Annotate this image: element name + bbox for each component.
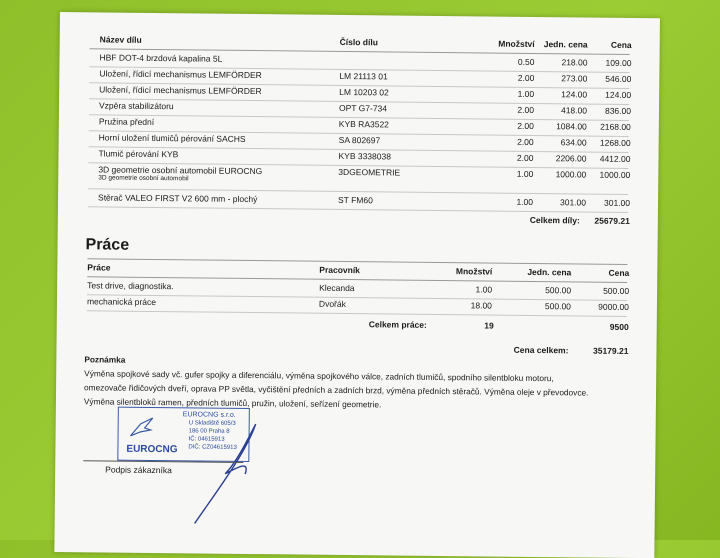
parts-cell-unit: 218.00	[561, 57, 588, 68]
parts-cell-name: HBF DOT-4 brzdová kapalina 5L	[99, 52, 223, 64]
parts-total-value: 25679.21	[594, 215, 630, 226]
parts-cell-unit: 1084.00	[556, 121, 587, 132]
parts-cell-qty: 1.00	[517, 88, 535, 99]
parts-cell-price: 836.00	[604, 105, 632, 116]
labor-cell-name: Test drive, diagnostika.	[87, 280, 174, 292]
stamp-company: EUROCNG s.r.o.	[182, 411, 236, 419]
parts-cell-price: 1000.00	[599, 169, 631, 180]
parts-cell-qty: 2.00	[517, 104, 535, 115]
labor-header-qty: Množství	[455, 266, 493, 277]
labor-cell-price: 500.00	[603, 285, 630, 296]
parts-cell-qty: 1.00	[516, 168, 534, 179]
parts-cell-price: 1268.00	[599, 137, 631, 148]
labor-cell-price: 9000.00	[598, 301, 629, 312]
parts-header-price: Cena	[610, 39, 632, 50]
signature-scribble	[175, 413, 296, 534]
note-line-1: Výměna spojkové sady vč. gufer spojky a diferenciálu, výměna spojkového válce, zadních tlumičů, spodního silentbloku motoru,	[84, 368, 554, 384]
parts-cell-unit: 301.00	[559, 197, 587, 208]
parts-cell-name: Tlumič pérování KYB	[98, 148, 179, 160]
parts-cell-number: ST FM60	[337, 194, 373, 206]
parts-cell-name: Vzpěra stabilizátoru	[98, 100, 174, 112]
parts-cell-qty: 1.00	[516, 196, 534, 207]
parts-cell-name: Uložení, řídicí mechanismus LEMFÖRDER	[99, 68, 262, 81]
parts-cell-unit: 2206.00	[555, 153, 587, 164]
labor-header-worker: Pracovník	[319, 264, 361, 276]
parts-header-qty: Množství	[498, 38, 535, 49]
labor-cell-unit: 500.00	[545, 285, 572, 296]
parts-cell-unit: 634.00	[560, 137, 587, 148]
parts-header-unit: Jedn. cena	[543, 39, 588, 50]
parts-cell-unit: 124.00	[561, 89, 588, 100]
parts-cell-number: SA 802697	[338, 134, 381, 146]
labor-total-value: 9500	[609, 321, 629, 332]
parts-cell-name: 3D geometrie osobní automobil EUROCNG	[98, 164, 263, 177]
parts-cell-number: LM 21113 01	[339, 70, 388, 82]
stamp-address: U Skladiště 605/3	[188, 420, 236, 427]
parts-total-label: Celkem díly:	[529, 214, 580, 226]
labor-cell-unit: 500.00	[544, 301, 571, 312]
parts-cell-number: KYB RA3522	[338, 118, 389, 130]
note-line-3: Výměna silentbloků ramen, předních tlumičů, pružin, uložení, seřízení geometrie.	[83, 396, 382, 410]
stamp-logo-text: EUROCNG	[126, 443, 178, 456]
stamp-dic: DIČ: CZ04615913	[188, 444, 237, 451]
invoice-sheet	[54, 12, 660, 558]
parts-header-number: Číslo dílu	[339, 36, 379, 48]
stamp-ic: IČ: 04615913	[188, 436, 225, 443]
labor-cell-worker: Klecanda	[319, 282, 355, 294]
stamp-city: 186 00 Praha 8	[188, 428, 230, 435]
parts-cell-name: Uložení, řídicí mechanismus LEMFÖRDER	[99, 84, 262, 97]
parts-cell-price: 124.00	[605, 89, 632, 100]
parts-cell-name: Stěrač VALEO FIRST V2 600 mm - plochý	[98, 192, 258, 205]
parts-cell-price: 546.00	[605, 73, 632, 84]
labor-cell-qty: 1.00	[475, 284, 493, 295]
parts-cell-name: Horní uložení tlumičů pérování SACHS	[98, 132, 246, 144]
parts-cell-price: 109.00	[605, 57, 632, 68]
labor-cell-qty: 18.00	[470, 300, 493, 311]
labor-cell-worker: Dvořák	[318, 298, 346, 310]
signature-label: Podpis zákazníka	[105, 464, 172, 476]
parts-cell-number: 3DGEOMETRIE	[338, 166, 401, 178]
parts-cell-unit: 418.00	[560, 105, 588, 116]
labor-cell-name: mechanická práce	[86, 296, 157, 308]
parts-cell-price: 2168.00	[600, 121, 631, 132]
grand-total-label: Cena celkem:	[513, 344, 569, 356]
bird-logo-icon	[126, 414, 156, 444]
note-line-2: omezovače řidičových dveří, opravа PP světla, vyčištění předních a zadních brzd, výměna předních stěračů. Výměna oleje v převodovce.	[84, 382, 589, 398]
parts-cell-subtitle: 3D geometrie osobní automobil	[98, 174, 189, 183]
parts-cell-qty: 2.00	[517, 136, 534, 147]
parts-cell-qty: 2.00	[516, 152, 534, 163]
parts-cell-price: 4412.00	[599, 153, 631, 164]
parts-cell-name: Pružina přední	[98, 116, 155, 127]
parts-cell-qty: 2.00	[517, 72, 535, 83]
note-title: Poznámka	[84, 354, 126, 365]
labor-header-unit: Jedn. cena	[527, 266, 572, 278]
parts-cell-unit: 273.00	[561, 73, 588, 84]
parts-cell-qty: 2.00	[517, 120, 534, 131]
labor-header-price: Cena	[608, 267, 630, 278]
labor-total-label: Celkem práce:	[368, 319, 427, 330]
parts-header-name: Název dílu	[99, 34, 142, 45]
parts-cell-number: OPT G7-734	[338, 102, 388, 114]
labor-total-row	[57, 316, 657, 338]
parts-cell-qty: 0.50	[517, 56, 535, 67]
grand-total-value: 35179.21	[592, 345, 629, 356]
parts-cell-number: LM 10203 02	[339, 86, 389, 98]
parts-cell-unit: 1000.00	[555, 169, 587, 180]
labor-header-name: Práce	[87, 262, 111, 273]
parts-cell-number: KYB 3338038	[338, 150, 392, 162]
labor-total-qty: 19	[484, 320, 494, 331]
parts-cell-price: 301.00	[603, 197, 631, 208]
labor-title: Práce	[85, 236, 130, 254]
